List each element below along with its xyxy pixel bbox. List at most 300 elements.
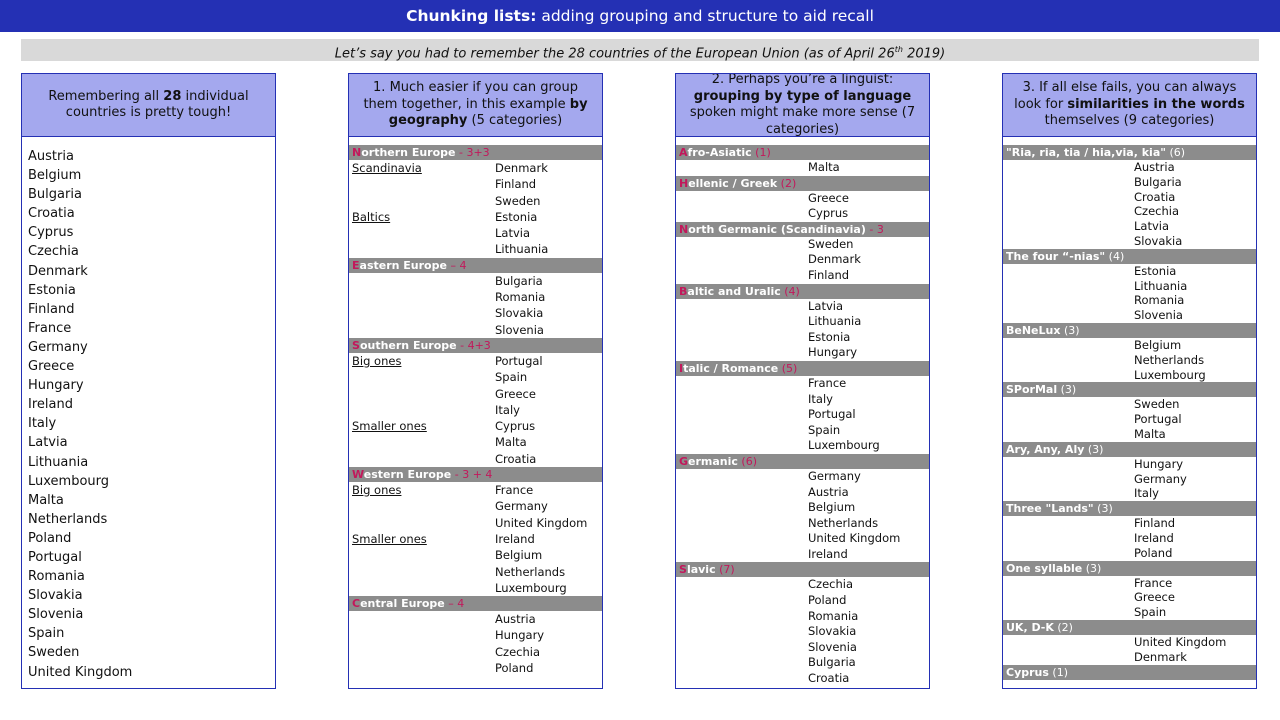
list-item	[1003, 427, 1256, 442]
list-item	[1003, 219, 1256, 234]
country-name: Spain	[1134, 605, 1167, 620]
list-item: Belgium	[28, 168, 82, 184]
list-item	[1003, 516, 1256, 531]
category-name: The four “-nias"	[1006, 249, 1106, 263]
category-header	[349, 145, 602, 160]
country-name: Denmark	[808, 252, 861, 267]
country-name: Italy	[808, 391, 833, 406]
country-name: Netherlands	[1134, 352, 1205, 367]
list-item: Czechia	[28, 244, 79, 260]
country-name: Denmark	[1134, 649, 1187, 664]
subgroup-label: Baltics	[352, 209, 391, 224]
list-item	[349, 580, 602, 596]
subtitle-end: 2019)	[902, 46, 946, 62]
list-item	[676, 438, 929, 454]
list-item	[676, 191, 929, 207]
country-name: Luxembourg	[495, 580, 567, 595]
list-item	[676, 345, 929, 361]
country-name: Netherlands	[495, 564, 566, 579]
list-item	[1003, 204, 1256, 219]
category-initial: W	[352, 468, 364, 482]
country-list	[22, 137, 275, 682]
page-title	[0, 0, 1280, 32]
country-name: Luxembourg	[808, 438, 880, 453]
column-header-text	[32, 89, 265, 122]
country-name: Slovakia	[495, 306, 544, 321]
country-name: Luxembourg	[1134, 367, 1206, 382]
country-name: Sweden	[1134, 397, 1180, 412]
category-header	[676, 454, 929, 469]
country-name: Slovenia	[495, 322, 544, 337]
country-name: Belgium	[1134, 337, 1182, 352]
list-item	[349, 322, 602, 338]
list-item	[1003, 576, 1256, 591]
list-item: Netherlands	[28, 511, 108, 527]
category-initial: H	[679, 176, 689, 190]
category-header	[676, 361, 929, 376]
list-item	[676, 547, 929, 563]
list-item: Hungary	[28, 378, 84, 394]
header-text-bold: grouping by type of language	[693, 88, 912, 104]
list-item	[1003, 546, 1256, 561]
list-item	[349, 369, 602, 385]
list-item	[349, 515, 602, 531]
list-item	[349, 611, 602, 627]
category-name: entral Europe	[360, 597, 445, 611]
country-name: Cyprus	[495, 419, 536, 434]
column-language	[675, 73, 930, 689]
list-item	[1003, 308, 1256, 323]
country-name: Italy	[495, 402, 520, 417]
list-item	[676, 252, 929, 268]
category-initial: E	[352, 258, 360, 272]
category-count: (1)	[1048, 665, 1068, 679]
country-name: Belgium	[808, 500, 856, 515]
category-count: (3)	[1082, 561, 1102, 575]
category-name: orth Germanic (Scandinavia)	[688, 222, 866, 236]
list-item: Estonia	[28, 282, 76, 298]
country-name: Germany	[1134, 471, 1187, 486]
category-count: (2)	[1053, 620, 1073, 634]
list-item	[676, 577, 929, 593]
country-name: Latvia	[495, 226, 531, 241]
list-item	[1003, 531, 1256, 546]
category-header	[1003, 249, 1256, 264]
list-item	[676, 330, 929, 346]
category-count: (3)	[1093, 502, 1113, 516]
country-name: Malta	[808, 160, 840, 174]
category-header	[349, 467, 602, 482]
category-initial: C	[352, 597, 361, 611]
category-initial: N	[679, 222, 689, 236]
list-item: Greece	[28, 359, 75, 375]
category-header	[349, 596, 602, 611]
country-name: United Kingdom	[1134, 634, 1227, 649]
list-item	[676, 485, 929, 501]
list-item	[349, 418, 602, 434]
list-item	[349, 353, 602, 369]
column-header	[22, 74, 275, 137]
list-item: Luxembourg	[28, 473, 110, 489]
subtitle-bar	[21, 39, 1259, 61]
list-item	[349, 160, 602, 176]
category-count: - 3 + 4	[451, 468, 493, 482]
list-item	[349, 498, 602, 514]
list-item	[349, 547, 602, 563]
country-name: Bulgaria	[808, 655, 856, 670]
category-name: Cyprus	[1006, 665, 1049, 679]
subtitle-main: Let’s say you had to remember the 28 countries of the European Union (as of April 26	[334, 46, 895, 62]
list-item	[349, 225, 602, 241]
subtitle-sup: th	[894, 45, 903, 54]
category-count: (4)	[1105, 249, 1125, 263]
category-list	[676, 137, 929, 687]
country-name: Finland	[495, 177, 537, 192]
country-name: Romania	[495, 290, 546, 305]
country-name: Poland	[1134, 545, 1173, 560]
country-name: Bulgaria	[495, 273, 543, 288]
country-name: Ireland	[1134, 530, 1174, 545]
title-bold: Chunking lists:	[406, 7, 537, 25]
category-header	[1003, 442, 1256, 457]
header-text-a: 3. If all else fails, you can always look for	[1014, 80, 1237, 112]
list-item	[676, 376, 929, 392]
list-item	[349, 305, 602, 321]
category-header	[349, 258, 602, 273]
header-text-bold: by geography	[388, 96, 588, 129]
category-count: (5)	[778, 361, 798, 375]
country-name: Slovenia	[1134, 308, 1183, 323]
list-item	[676, 299, 929, 315]
category-name: Ary, Any, Aly	[1006, 442, 1085, 456]
country-name: Sweden	[808, 236, 854, 251]
list-item	[349, 627, 602, 643]
category-count: (7)	[715, 563, 735, 577]
country-name: Sweden	[495, 193, 541, 208]
list-item	[1003, 650, 1256, 665]
category-count: (3)	[1057, 383, 1077, 397]
column-word-similarity	[1002, 73, 1257, 689]
header-text-c: themselves (9 categories)	[1044, 113, 1215, 129]
list-item: Romania	[28, 569, 85, 585]
list-item	[349, 531, 602, 547]
category-count: (4)	[780, 284, 800, 298]
column-header	[1003, 74, 1256, 137]
column-header	[349, 74, 602, 137]
category-header	[676, 562, 929, 577]
category-name: talic / Romance	[683, 361, 779, 375]
country-name: Netherlands	[808, 515, 879, 530]
country-name: Lithuania	[1134, 278, 1188, 293]
country-name: Slovakia	[808, 624, 857, 639]
category-name: orthern Europe	[361, 146, 456, 159]
country-name: Czechia	[1134, 204, 1179, 219]
category-count: (3)	[1060, 323, 1080, 337]
category-initial: G	[679, 454, 689, 468]
country-name: United Kingdom	[495, 515, 588, 530]
country-name: Spain	[808, 422, 841, 437]
subgroup-label: Smaller ones	[352, 531, 427, 546]
category-initial: S	[679, 563, 687, 577]
header-text-bold: similarities in the words	[1067, 96, 1245, 112]
list-item	[676, 423, 929, 439]
country-name: Spain	[495, 370, 528, 385]
list-item	[1003, 353, 1256, 368]
list-item	[676, 531, 929, 547]
title-rest: adding grouping and structure to aid recall	[536, 7, 874, 25]
list-item	[349, 273, 602, 289]
header-text-a: 2. Perhaps you’re a linguist:	[711, 73, 894, 87]
list-item	[349, 644, 602, 660]
country-name: Latvia	[1134, 219, 1170, 234]
category-name: BeNeLux	[1006, 323, 1061, 337]
category-initial: N	[352, 146, 362, 159]
list-item: Austria	[28, 149, 74, 164]
column-header-text	[359, 80, 592, 130]
category-name: fro-Asiatic	[687, 146, 752, 159]
list-item	[349, 660, 602, 676]
list-item	[676, 593, 929, 609]
category-name: Three "Lands"	[1006, 502, 1094, 516]
list-item: Ireland	[28, 397, 73, 413]
list-item	[676, 516, 929, 532]
list-item	[1003, 338, 1256, 353]
category-count: – 4	[444, 597, 465, 611]
subgroup-label: Scandinavia	[352, 161, 422, 175]
country-name: Romania	[1134, 293, 1185, 308]
list-item: Portugal	[28, 549, 82, 565]
list-item	[349, 193, 602, 209]
list-item	[1003, 412, 1256, 427]
list-item	[349, 434, 602, 450]
column-all-countries	[21, 73, 276, 689]
category-header	[676, 176, 929, 191]
list-item	[349, 289, 602, 305]
list-item	[1003, 293, 1256, 308]
list-item	[1003, 175, 1256, 190]
category-name: SPorMal	[1006, 383, 1058, 397]
list-item: Cyprus	[28, 225, 74, 241]
category-name: outhern Europe	[359, 338, 457, 352]
category-header	[1003, 620, 1256, 635]
country-name: France	[495, 483, 534, 498]
country-name: Slovakia	[1134, 233, 1183, 248]
list-item: France	[28, 320, 72, 336]
country-name: Finland	[1134, 516, 1176, 531]
list-item	[676, 500, 929, 516]
list-item	[676, 392, 929, 408]
country-name: Hungary	[1134, 456, 1184, 471]
category-initial: I	[679, 361, 684, 375]
country-name: Italy	[1134, 486, 1159, 501]
list-item: Finland	[28, 301, 75, 317]
country-name: Austria	[1134, 160, 1175, 174]
list-item	[676, 624, 929, 640]
country-name: Portugal	[495, 353, 543, 368]
country-name: Czechia	[808, 577, 853, 592]
country-name: Malta	[1134, 426, 1166, 441]
column-header-text	[1013, 80, 1246, 130]
country-name: Lithuania	[808, 314, 862, 329]
list-item	[676, 469, 929, 485]
country-name: Romania	[808, 608, 859, 623]
country-name: France	[808, 375, 847, 390]
category-count: (6)	[1165, 146, 1186, 159]
country-name: Estonia	[495, 209, 538, 224]
list-item: United Kingdom	[28, 664, 133, 680]
list-item	[349, 241, 602, 257]
list-item	[1003, 234, 1256, 249]
header-text-bold: 28	[163, 88, 182, 104]
country-name: Estonia	[1134, 263, 1177, 278]
list-item	[349, 209, 602, 225]
category-name: altic and Uralic	[687, 284, 781, 298]
category-name: UK, D-K	[1006, 620, 1054, 634]
list-item	[349, 176, 602, 192]
category-name: ellenic / Greek	[688, 176, 778, 190]
category-count: (6)	[737, 454, 758, 468]
list-item	[676, 640, 929, 656]
category-count: - 3	[865, 222, 884, 236]
list-item	[1003, 635, 1256, 650]
country-name: Belgium	[495, 548, 543, 563]
category-name: estern Europe	[363, 468, 452, 482]
list-item: Sweden	[28, 645, 80, 661]
country-name: Greece	[495, 386, 536, 401]
list-item	[676, 655, 929, 671]
category-count: – 4	[446, 258, 467, 272]
country-name: Greece	[1134, 590, 1175, 605]
list-item: Latvia	[28, 435, 68, 451]
subgroup-label: Smaller ones	[352, 419, 427, 434]
column-header	[676, 74, 929, 137]
country-name: Croatia	[808, 671, 850, 686]
country-name: Austria	[495, 612, 536, 627]
country-name: Czechia	[495, 644, 540, 659]
list-item	[676, 268, 929, 284]
country-name: Latvia	[808, 298, 844, 313]
category-count: (1)	[751, 146, 771, 159]
list-item: Croatia	[28, 206, 75, 222]
list-item: Poland	[28, 530, 72, 546]
country-name: Croatia	[495, 451, 537, 466]
list-item	[676, 671, 929, 687]
category-header	[1003, 382, 1256, 397]
category-header	[676, 145, 929, 160]
list-item: Malta	[28, 492, 64, 508]
category-name: "Ria, ria, tia / hia,via, kia"	[1006, 146, 1166, 159]
list-item	[676, 609, 929, 625]
category-count: (2)	[777, 176, 797, 190]
country-name: France	[1134, 575, 1173, 590]
category-initial: A	[679, 146, 688, 159]
list-item	[1003, 368, 1256, 383]
country-name: Ireland	[808, 546, 848, 561]
country-name: Cyprus	[808, 206, 849, 221]
category-header	[1003, 145, 1256, 160]
list-item	[676, 206, 929, 222]
country-name: Hungary	[808, 345, 858, 360]
country-name: United Kingdom	[808, 531, 901, 546]
country-name: Finland	[808, 267, 850, 282]
list-item	[676, 237, 929, 253]
list-item	[1003, 457, 1256, 472]
category-initial: B	[679, 284, 688, 298]
subgroup-label: Big ones	[352, 483, 402, 498]
category-name: astern Europe	[359, 258, 447, 272]
category-header	[1003, 501, 1256, 516]
list-item: Germany	[28, 339, 88, 355]
list-item	[349, 402, 602, 418]
list-item: Spain	[28, 626, 65, 642]
header-text-a: Remembering all	[48, 88, 164, 104]
list-item	[349, 482, 602, 498]
country-name: Germany	[495, 499, 548, 514]
list-item	[1003, 472, 1256, 487]
country-name: Poland	[495, 661, 534, 676]
country-name: Estonia	[808, 329, 851, 344]
category-list	[349, 137, 602, 676]
country-name: Malta	[495, 435, 527, 450]
list-item: Slovakia	[28, 588, 83, 604]
country-name: Hungary	[495, 628, 545, 643]
country-name: Greece	[808, 190, 849, 205]
category-count: - 3+3	[455, 146, 490, 159]
list-item	[676, 160, 929, 176]
category-header	[349, 338, 602, 353]
list-item	[349, 564, 602, 580]
list-item	[349, 451, 602, 467]
country-name: Denmark	[495, 161, 548, 175]
list-item: Bulgaria	[28, 187, 82, 203]
country-name: Germany	[808, 468, 861, 483]
list-item	[1003, 279, 1256, 294]
header-text-c: (5 categories)	[467, 113, 563, 129]
category-name: One syllable	[1006, 561, 1083, 575]
header-text-a: 1. Much easier if you can group them together, in this example	[363, 80, 578, 112]
list-item	[676, 407, 929, 423]
category-initial: S	[352, 338, 360, 352]
list-item: Lithuania	[28, 454, 89, 470]
category-header	[1003, 323, 1256, 338]
list-item	[1003, 190, 1256, 205]
list-item	[1003, 160, 1256, 175]
column-geography	[348, 73, 603, 689]
category-header	[676, 284, 929, 299]
list-item	[349, 386, 602, 402]
country-name: Portugal	[808, 407, 856, 422]
category-header	[1003, 561, 1256, 576]
subgroup-label: Big ones	[352, 353, 402, 368]
list-item	[1003, 397, 1256, 412]
country-name: Lithuania	[495, 242, 549, 257]
list-item	[1003, 590, 1256, 605]
list-item	[1003, 605, 1256, 620]
country-name: Slovenia	[808, 639, 857, 654]
category-count: (3)	[1084, 442, 1104, 456]
category-name: ermanic	[688, 454, 738, 468]
country-name: Bulgaria	[1134, 174, 1182, 189]
category-header	[1003, 665, 1256, 680]
country-name: Austria	[808, 484, 849, 499]
list-item	[1003, 264, 1256, 279]
list-item: Italy	[28, 416, 57, 432]
list-item: Slovenia	[28, 607, 84, 623]
country-name: Croatia	[1134, 189, 1176, 204]
category-name: lavic	[686, 563, 716, 577]
category-header	[676, 222, 929, 237]
list-item	[1003, 486, 1256, 501]
